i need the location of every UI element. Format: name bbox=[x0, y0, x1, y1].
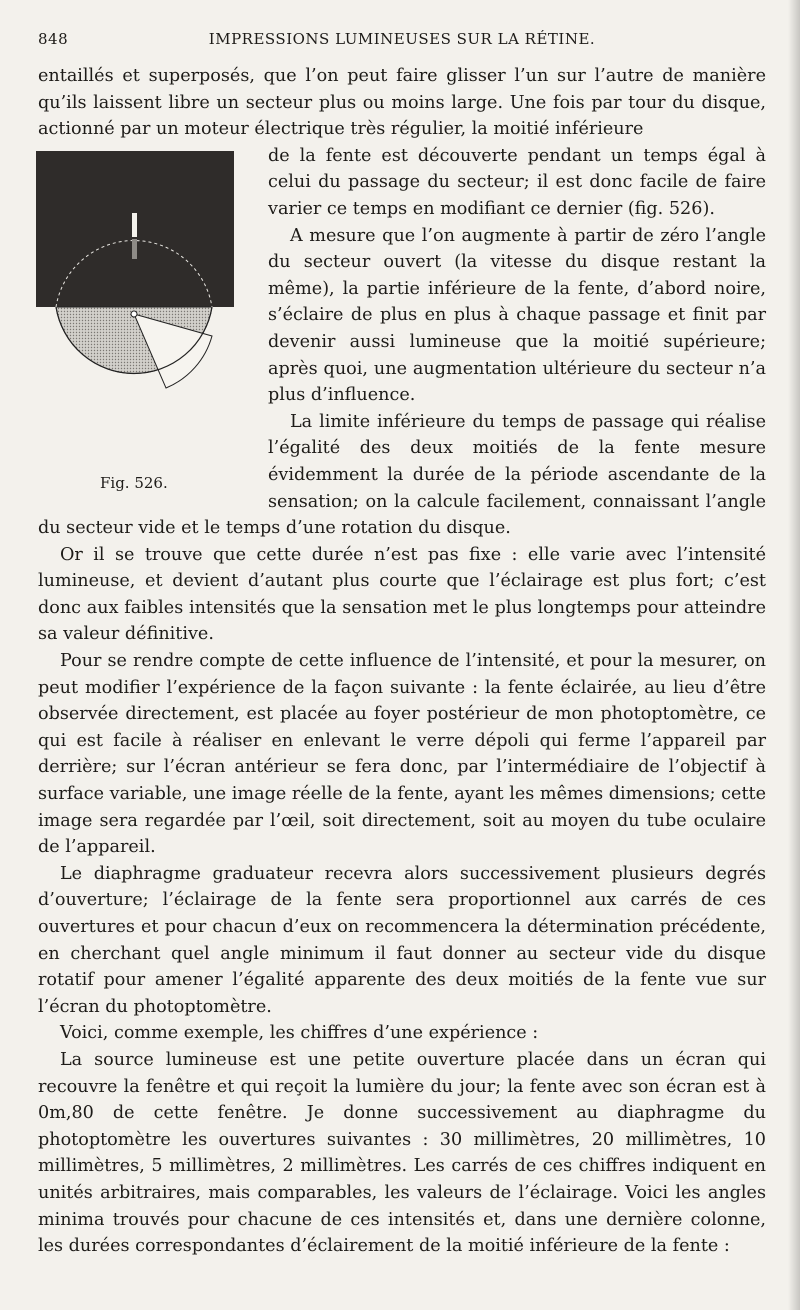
running-head bbox=[38, 30, 766, 54]
running-title: IMPRESSIONS LUMINEUSES SUR LA RÉTINE. bbox=[208, 30, 596, 48]
paragraph-2: A mesure que l’on augmente à partir de zéro l’angle du secteur ouvert (la vitesse du disque restant la même), la partie inférieure de la fente, d’abord noire, s’éclaire de plus en plus à chaque passage et finit par devenir aussi lumineuse que la moitié supérieure; après quoi, une augmentation ultérieure du secteur n’a plus d’influence. bbox=[268, 225, 766, 406]
paragraph-4: Or il se trouve que cette durée n’est pas fixe : elle varie avec l’intensité lumineuse, et devient d’autant plus courte que l’éclairage est plus fort; c’est donc aux faibles intensités que la sensation met le plus longtemps pour atteindre sa valeur définitive. bbox=[38, 544, 766, 645]
paragraph-6: Le diaphragme graduateur recevra alors successivement plusieurs degrés d’ouverture; l’éclairage de la fente sera proportionnel aux carrés de ces ouvertures et pour chacun d’eux on recommencera la détermination précédente, en cherchant quel angle minimum il faut donner au secteur vide du disque rotatif pour amener l’égalité apparente des deux moitiés de la fente vue sur l’écran du photoptomètre. bbox=[38, 863, 766, 1017]
rotating-disk-illustration bbox=[36, 151, 236, 401]
paragraph-8: La source lumineuse est une petite ouverture placée dans un écran qui recouvre la fenêtre et qui reçoit la lumière du jour; la fente avec son écran est à 0m,80 de cette fenêtre. Je donne successivement au diaphragme du photoptomètre les ouvertures suivantes : 30 millimètres, 20 millimètres, 10 millimètres, 5 millimètres, 2 millimètres. Les carrés de ces chiffres indiquent en unités arbitraires, mais comparables, les valeurs de l’éclairage. Voici les angles minima trouvés pour chacune de ces intensités et, dans une dernière colonne, les durées correspondantes d’éclairement de la moitié inférieure de la fente : bbox=[38, 1049, 766, 1257]
slit-upper-half bbox=[132, 213, 137, 237]
paragraph-7: Voici, comme exemple, les chiffres d’une expérience : bbox=[60, 1023, 539, 1044]
slit-lower-half bbox=[132, 239, 137, 259]
paragraph-1-start: entaillés et superposés, que l’on peut faire glisser l’un sur l’autre de manière qu’ils laissent libre un secteur plus ou moins large. Une fois par tour du disque, actionné par un moteur électrique très régulier, la moitié inférieure bbox=[38, 66, 766, 140]
paragraph-5: Pour se rendre compte de cette influence de l’intensité, et pour la mesurer, on peut modifier l’expérience de la façon suivante : la fente éclairée, au lieu d’être observée directement, est placée au foyer postérieur de mon photoptomètre, ce qui est facile à réaliser en enlevant le verre dépoli qui ferme l’appareil par derrière; sur l’écran antérieur se fera donc, par l’intermédiaire de l’objectif à surface variable, une image réelle de la fente, ayant les mêmes dimensions; cette image sera regardée par l’œil, soit directement, soit au moyen du tube oculaire de l’appareil. bbox=[38, 651, 766, 858]
body-text bbox=[38, 63, 766, 1260]
paragraph-3: La limite inférieure du temps de passage qui réalise l’égalité des deux moitiés de la fente mesure évidemment la durée de la période ascendante de la sensation; on la calcule facilement, connaissant l’angle du secteur vide et le temps d’une rotation du disque. bbox=[38, 411, 766, 539]
figure-526 bbox=[36, 145, 254, 497]
paragraph-1-end: de la fente est découverte pendant un temps égal à celui du passage du secteur; il est donc facile de faire varier ce temps en modifiant ce dernier (fig. 526). bbox=[268, 145, 766, 219]
page-edge-shadow bbox=[788, 0, 800, 1310]
figure-caption: Fig. 526. bbox=[100, 473, 168, 492]
page-number: 848 bbox=[38, 30, 69, 48]
